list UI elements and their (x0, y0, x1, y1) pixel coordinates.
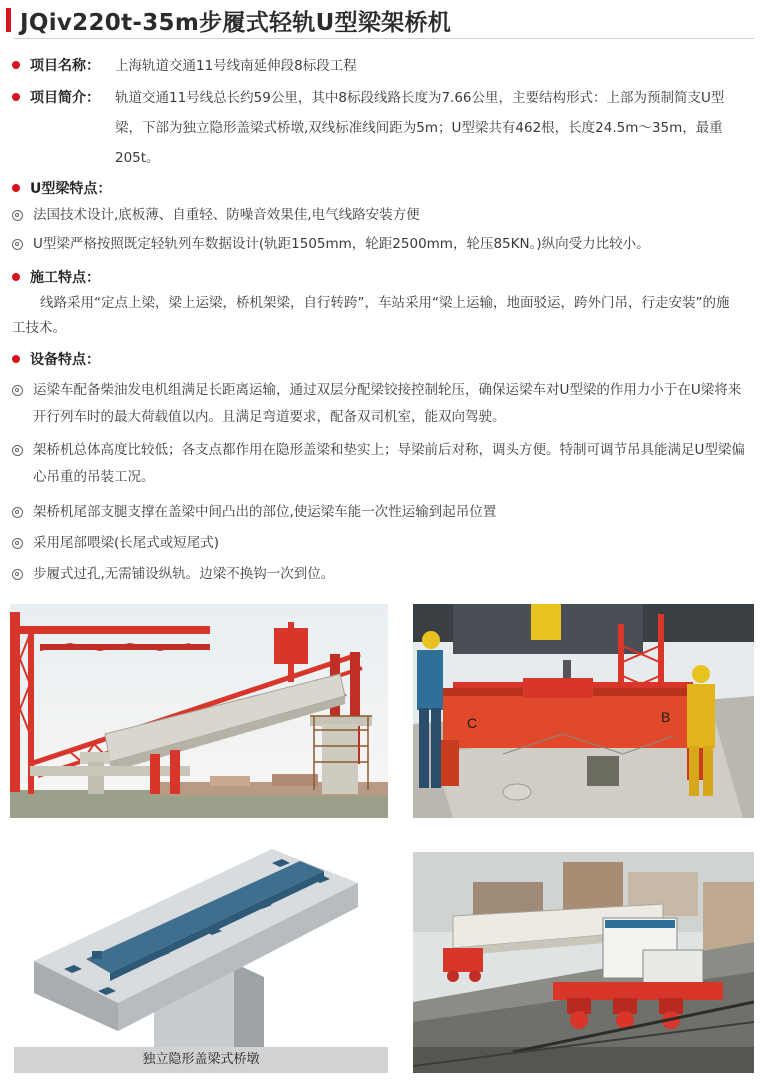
project-intro-section (12, 87, 752, 177)
circle-bullet-icon (12, 538, 23, 549)
construction-label: 施工特点： (30, 270, 100, 286)
pier-caption: 独立隐形盖梁式桥墩 (14, 1047, 388, 1073)
project-intro-label: 项目简介： (30, 90, 100, 106)
circle-bullet-icon (12, 445, 23, 456)
red-bullet-icon (12, 355, 20, 363)
equipment-heading (12, 349, 752, 373)
circle-bullet-icon (12, 210, 23, 221)
u-beam-item: 法国技术设计,底板薄、自重轻、防噪音效果佳,电气线路安装方便 (33, 207, 420, 223)
bridge-girder-erection-photo (10, 604, 388, 818)
equipment-item: 架桥机尾部支腿支撑在盖梁中间凸出的部位,使运梁车能一次性运输到起吊位置 (33, 504, 497, 520)
spreader-beam-workers-photo (413, 604, 754, 818)
title-divider (14, 38, 754, 39)
red-bullet-icon (12, 61, 20, 69)
circle-bullet-icon (12, 385, 23, 396)
equipment-item: 步履式过孔,无需铺设纵轨。边梁不换钩一次到位。 (33, 566, 335, 582)
u-beam-heading (12, 178, 752, 202)
project-name-section (12, 55, 752, 79)
construction-heading (12, 267, 752, 291)
transporter-illustration (413, 852, 754, 1073)
equipment-item: 架桥机总体高度比较低；各支点都作用在隐形盖梁和垫实上；导梁前后对称，调头方便。特制可调节吊具能满足U型梁偏心吊重的吊装工况。 (33, 442, 745, 485)
list-item (12, 232, 748, 258)
list-item (12, 203, 748, 229)
circle-bullet-icon (12, 507, 23, 518)
red-bullet-icon (12, 93, 20, 101)
equipment-item: 运梁车配备柴油发电机组满足长距离运输，通过双层分配梁铰接控制轮压，确保运梁车对U型梁的作用力小于在U梁将来开行列车时的最大荷载值以内。且满足弯道要求，配备双司机室，能双向驾驶。 (33, 382, 742, 425)
title-accent-bar (6, 8, 11, 32)
u-beam-label: U型梁特点： (30, 181, 112, 197)
project-name-label: 项目名称： (30, 58, 100, 74)
spreader-letter-c: C (467, 715, 478, 731)
construction-text: 线路采用“定点上梁，梁上运梁，桥机架梁，自行转跨”，车站采用“梁上运输，地面驳运，跨外门吊，行走安装”的施工技术。 (12, 295, 730, 336)
equipment-label: 设备特点： (30, 352, 100, 368)
circle-bullet-icon (12, 239, 23, 250)
pier-render-illustration (14, 843, 388, 1047)
project-intro-text: 轨道交通11号线总长约59公里，其中8标段线路长度为7.66公里，主要结构形式：上部为预制简支U型梁，下部为独立隐形盖梁式桥墩,双线标准线间距为5m；U型梁共有462根，长度24.5m～35m，最重205t。 (115, 90, 725, 166)
page-title: JQiv220t-35m步履式轻轨U型梁架桥机 (20, 10, 452, 36)
spreader-letter-b: B (661, 709, 671, 725)
hidden-cap-pier-render (14, 843, 388, 1073)
project-name-value: 上海轨道交通11号线南延伸段8标段工程 (115, 58, 357, 74)
spreader-illustration (413, 604, 754, 818)
gantry-crane-illustration (10, 604, 388, 818)
red-bullet-icon (12, 184, 20, 192)
page-header (0, 0, 760, 40)
circle-bullet-icon (12, 569, 23, 580)
red-bullet-icon (12, 273, 20, 281)
u-beam-item: U型梁严格按照既定轻轨列车数据设计(轨距1505mm，轮距2500mm，轮压85KN。)纵向受力比较小。 (33, 236, 650, 252)
equipment-item: 采用尾部喂梁(长尾式或短尾式) (33, 535, 220, 551)
beam-transporter-photo (413, 852, 754, 1073)
